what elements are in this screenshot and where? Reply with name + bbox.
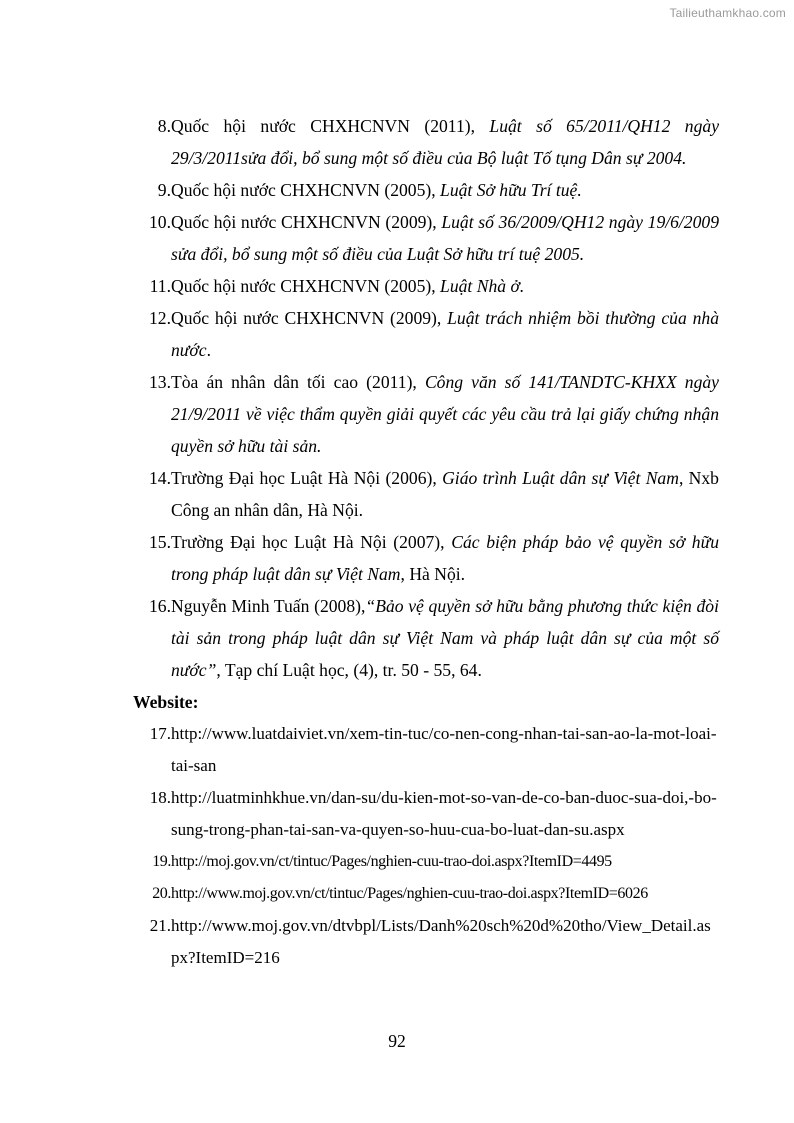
reference-item xyxy=(133,302,719,366)
reference-list xyxy=(133,110,719,974)
watermark: Tailieuthamkhao.com xyxy=(669,6,786,20)
reference-author: Quốc hội nước CHXHCNVN (2005), xyxy=(171,276,441,296)
reference-author: Quốc hội nước CHXHCNVN (2009), xyxy=(171,212,442,232)
reference-number: 14. xyxy=(149,468,171,488)
reference-rest: , Tạp chí Luật học, (4), tr. 50 - 55, 64. xyxy=(216,660,482,680)
website-item xyxy=(133,846,719,878)
website-number: 21. xyxy=(149,916,171,935)
reference-item xyxy=(133,206,719,270)
website-number: 18. xyxy=(149,788,171,807)
reference-author: Quốc hội nước CHXHCNVN (2011), xyxy=(171,116,490,136)
website-url[interactable]: http://moj.gov.vn/ct/tintuc/Pages/nghien-cuu-trao-doi.aspx?ItemID=4495 xyxy=(171,853,612,870)
website-url[interactable]: http://www.luatdaiviet.vn/xem-tin-tuc/co-nen-cong-nhan-tai-san-ao-la-mot-loai-tai-san xyxy=(171,724,717,775)
reference-item xyxy=(133,590,719,686)
reference-item xyxy=(133,174,719,206)
reference-number: 16. xyxy=(149,596,171,616)
reference-title: Luật trách nhiệm bồi thường của nhà nước xyxy=(171,308,719,360)
reference-item xyxy=(133,270,719,302)
website-item xyxy=(133,718,719,782)
reference-number: 15. xyxy=(149,532,171,552)
website-url[interactable]: http://www.moj.gov.vn/ct/tintuc/Pages/nghien-cuu-trao-doi.aspx?ItemID=6026 xyxy=(171,885,648,902)
reference-title: Công văn số 141/TANDTC-KHXX ngày 21/9/2011 về việc thẩm quyền giải quyết các yêu cầu trả lại giấy chứng nhận quyền sở hữu tài sản. xyxy=(171,372,719,456)
reference-title: Luật Sở hữu Trí tuệ. xyxy=(440,180,582,200)
website-number: 17. xyxy=(149,724,171,743)
reference-number: 12. xyxy=(149,308,171,328)
reference-title: Luật số 36/2009/QH12 ngày 19/6/2009 sửa đổi, bổ sung một số điều của Luật Sở hữu trí tuệ 2005. xyxy=(171,212,719,264)
website-item xyxy=(133,782,719,846)
website-item xyxy=(133,910,719,974)
website-item xyxy=(133,878,719,910)
reference-number: 8. xyxy=(157,116,171,136)
reference-title: Luật Nhà ở. xyxy=(440,276,525,296)
reference-title: “Bảo vệ quyền sở hữu bằng phương thức kiện đòi tài sản trong pháp luật dân sự Việt Nam và pháp luật dân sự của một số nước” xyxy=(171,596,719,680)
reference-author: Quốc hội nước CHXHCNVN (2009), xyxy=(171,308,448,328)
reference-author: Trường Đại học Luật Hà Nội (2007), xyxy=(171,532,452,552)
website-url[interactable]: http://www.moj.gov.vn/dtvbpl/Lists/Danh%20sch%20d%20tho/View_Detail.aspx?ItemID=216 xyxy=(171,916,711,967)
reference-item xyxy=(133,462,719,526)
reference-number: 9. xyxy=(157,180,171,200)
reference-number: 11. xyxy=(149,276,171,296)
reference-author: Nguyễn Minh Tuấn (2008), xyxy=(171,596,366,616)
website-url[interactable]: http://luatminhkhue.vn/dan-su/du-kien-mot-so-van-de-co-ban-duoc-sua-doi,-bo-sung-trong-phan-tai-san-va-quyen-so-huu-cua-bo-luat-dan-su.aspx xyxy=(171,788,717,839)
reference-title: Luật số 65/2011/QH12 ngày 29/3/2011sửa đổi, bổ sung một số điều của Bộ luật Tố tụng Dân sự 2004. xyxy=(171,116,720,168)
reference-title: Các biện pháp bảo vệ quyền sở hữu trong pháp luật dân sự Việt Nam xyxy=(171,532,719,584)
website-number: 20. xyxy=(152,885,171,902)
website-heading: Website: xyxy=(133,692,199,712)
page-number: 92 xyxy=(388,1031,406,1051)
reference-title: Giáo trình Luật dân sự Việt Nam xyxy=(442,468,679,488)
reference-item xyxy=(133,526,719,590)
reference-item xyxy=(133,366,719,462)
reference-author: Quốc hội nước CHXHCNVN (2005), xyxy=(171,180,441,200)
reference-rest: . xyxy=(206,340,211,360)
website-number: 19. xyxy=(152,853,171,870)
reference-number: 10. xyxy=(149,212,171,232)
reference-author: Trường Đại học Luật Hà Nội (2006), xyxy=(171,468,443,488)
reference-author: Tòa án nhân dân tối cao (2011), xyxy=(171,372,425,392)
reference-number: 13. xyxy=(149,372,171,392)
reference-item xyxy=(133,110,719,174)
reference-rest: , Nxb Công an nhân dân, Hà Nội. xyxy=(171,468,719,520)
reference-rest: , Hà Nội. xyxy=(400,564,466,584)
